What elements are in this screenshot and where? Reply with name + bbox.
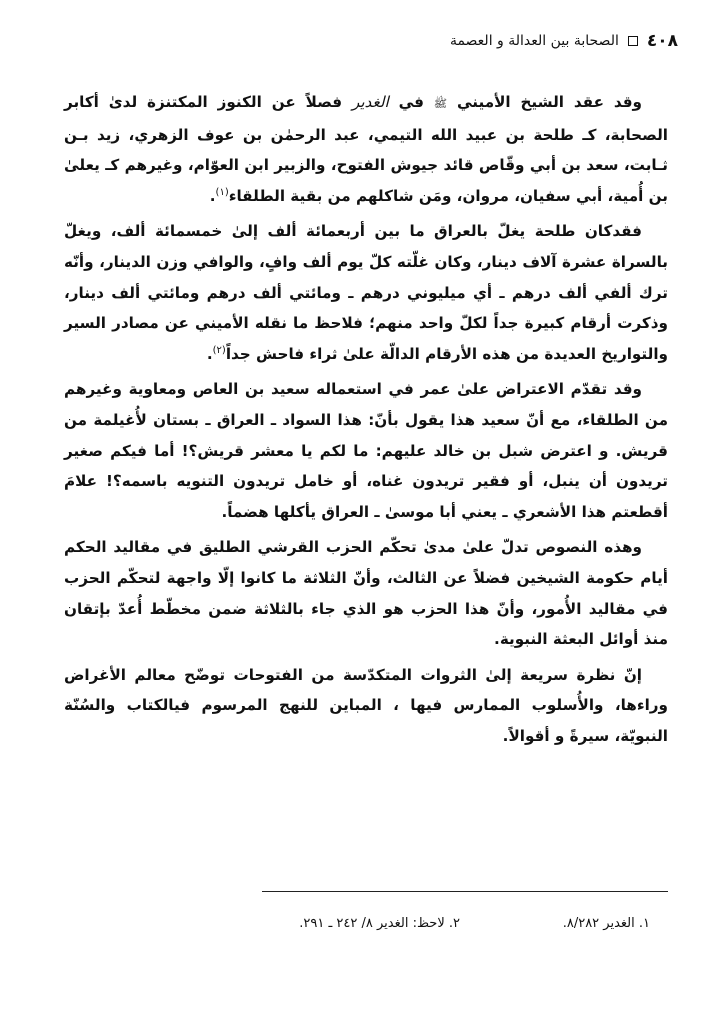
paragraph-text: وقد عقد الشيخ الأميني [456,93,642,111]
footnote-ref-2[interactable]: (٢) [212,344,226,356]
paragraph-text: في [398,93,424,111]
footnote-1: ١. الغدير ٨/٢٨٢. [562,916,650,931]
paragraph-text: وهذه النصوص تدلّ علىٰ مدىٰ تحكّم الحزب القرشي الطليق في مقاليد الحكم أيام حكومة الشيخين فضلاً عن الثالث، وأنّ الثلاثة ما كانوا إلّا واجهة لتحكّم الحزب في مقاليد الأُمور، وأنّ هذا الحزب هو الذي جاء بالثلاثة ضمن مخطّط أُعدّ بإتقان منذ أوائل البعثة النبوية. [64,538,668,649]
paragraph-5 [64,660,668,752]
paragraph-text: إنّ نظرة سريعة إلىٰ الثروات المتكدّسة من الفتوحات توضّح معالم الأغراض وراءها، والأُسلوب الممارس فيها ، المباين للنهج المرسوم فيالكتاب والسُنّة النبويّة، سيرةً و أقوالاً. [64,665,668,745]
running-title: الصحابة بين العدالة و العصمة [449,33,619,49]
paragraph-text: فقدكان طلحة يغلّ بالعراق ما بين أربعمائة ألف إلىٰ خمسمائة ألف، ويغلّ بالسراة عشرة آلاف دينار، وكان غلّته كلّ يوم ألف وافٍ، والوافي وزن الدينار، وأنّه ترك ألفي ألف درهم ـ أي ميليوني درهم ـ ومائتي ألف درهم ومائتي ألف دينار، وذكرت أرقام كبيرة جداً لكلّ واحد منهم؛ فلاحظ ما نقله الأميني عن مصادر السير والتواريخ العديدة من هذه الأرقام الدالّة علىٰ ثراء فاحش جداً [64,222,668,363]
body-text [64,87,668,756]
paragraph-3 [64,374,668,527]
paragraph-end: . [206,344,213,363]
honorific-symbol: ﷺ [433,97,448,110]
footnote-ref-1[interactable]: (١) [215,186,229,198]
book-title: الغدير [351,93,389,111]
paragraph-2 [64,216,668,369]
paragraph-4 [64,532,668,654]
paragraph-1 [64,87,668,211]
page-number: ٤٠٨ [646,31,678,51]
paragraph-text: فصلاً عن الكنوز المكتنزة لدىٰ أكابر الصحابة، كـ طلحة بن عبيد الله التيمي، عبد الرحمٰن بن عوف الزهري، زيد بـن ثـابت، سعد بن أبي وقّاص قائد جيوش الفتوح، والزبير ابن العوّام، وغيرهم كـ يعلىٰ بن أُمية، أبي سفيان، مروان، ومَن شاكلهم من بقية الطلقاء [64,93,668,205]
footnote-divider [262,891,668,892]
paragraph-end: . [209,186,216,205]
footnotes [170,916,650,936]
header-square-ornament [628,36,638,46]
paragraph-text: وقد تقدّم الاعتراض علىٰ عمر في استعماله سعيد بن العاص ومعاوية وغيرهم من الطلقاء، مع أنّ سعيد هذا يقول بأنّ: هذا السواد ـ العراق ـ بستان لأُغيلمة من قريش. و اعترض شبل بن خالد عليهم: ما لكم يا معشر قريش؟! أما فيكم صغير تريدون أن ينبل، أو فقير تريدون غناه، أو خامل تريدون التنويه باسمه؟! علامَ أقطعتم هذا الأشعري ـ يعني أبا موسىٰ ـ العراق يأكلها هضماً. [64,380,668,521]
footnote-2: ٢. لاحظ: الغدير ٨/ ٢٤٢ ـ ٢٩١. [299,916,460,931]
page-header [390,30,678,52]
